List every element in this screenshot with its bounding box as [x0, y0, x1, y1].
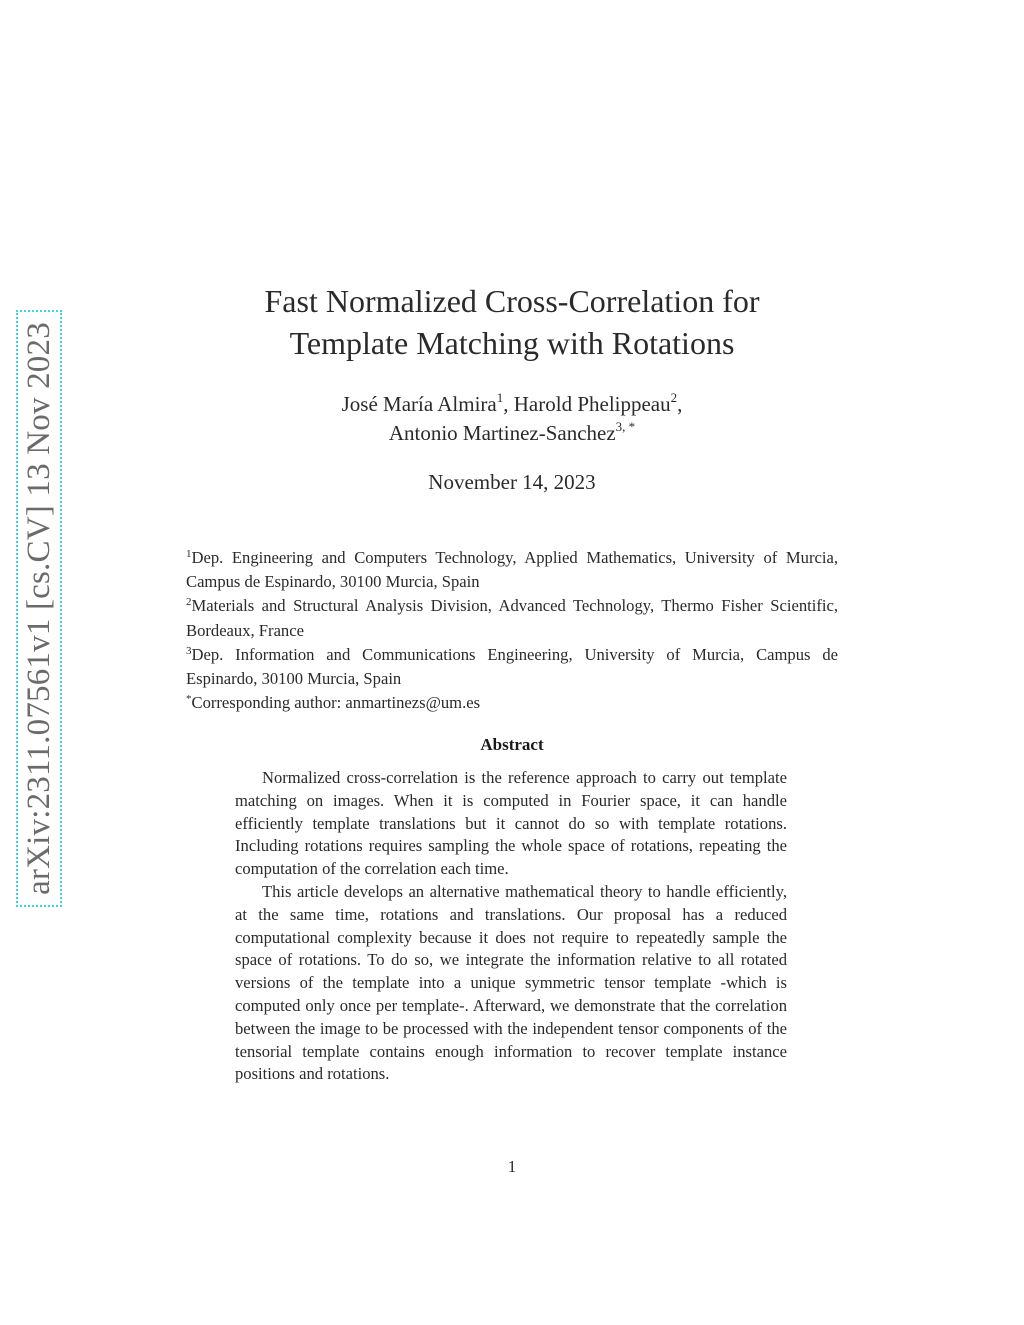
abstract-paragraph: Normalized cross-correlation is the reference approach to carry out template matching on images. When it is computed in Fourier space, it can handle efficiently template translations but it cannot do so with template rotations. Including rotations requires sampling the whole space of rotations, repeating the computation of the correlation each time.: [235, 768, 787, 879]
title-line-2: Template Matching with Rotations: [289, 325, 735, 361]
author-list: [160, 390, 864, 448]
affiliation-text: Dep. Information and Communications Engineering, University of Murcia, Campus de Espinardo, 30100 Murcia, Spain: [186, 644, 838, 689]
affiliations: [186, 546, 838, 715]
author-name: Harold Phelippeau: [513, 392, 671, 416]
affiliation-mark: 1: [496, 390, 504, 405]
affiliation-mark: 2: [670, 390, 678, 405]
arxiv-identifier: arXiv:2311.07561v1 [cs.CV] 13 Nov 2023: [20, 322, 57, 895]
affiliation-mark: 2: [186, 596, 192, 609]
abstract-body: [235, 767, 787, 1086]
abstract-paragraph: This article develops an alternative mathematical theory to handle efficiently, at the same time, rotations and translations. Our proposal has a reduced computational complexity because it does not require to repeatedly sample the space of rotations. To do so, we integrate the information relative to all rotated versions of the template into a unique symmetric tensor template -which is computed only once per template-. Afterward, we demonstrate that the correlation between the image to be processed with the independent tensor components of the tensorial template contains enough information to recover template instance positions and rotations.: [235, 881, 787, 1084]
author-line-1: José María Almira$^1$, Harold Phelippeau$^2$,: [341, 390, 683, 416]
affiliation-item: [186, 691, 838, 715]
affiliation-mark: 1: [186, 548, 192, 560]
affiliation-item: [186, 594, 838, 642]
author-line-2: [160, 419, 864, 448]
corresponding-author: Corresponding author: anmartinezs@um.es: [191, 693, 481, 713]
author-name: José María Almira: [341, 392, 497, 416]
arxiv-stamp: [16, 310, 62, 907]
abstract-heading: Abstract: [480, 735, 544, 754]
affiliation-item: [186, 643, 838, 691]
affiliation-item: [186, 546, 838, 594]
affiliation-text: Dep. Engineering and Computers Technology, Applied Mathematics, University of Murcia, Campus de Espinardo, 30100 Murcia, Spain: [186, 548, 838, 592]
affiliation-mark: 3: [186, 644, 192, 657]
affiliation-mark: 3, *: [615, 419, 636, 434]
affiliation-text: Materials and Structural Analysis Division, Advanced Technology, Thermo Fisher Scientific, Bordeaux, France: [186, 596, 838, 640]
affiliation-mark: *: [186, 693, 192, 706]
title-line-1: Fast Normalized Cross-Correlation for: [264, 283, 760, 319]
publication-date: November 14, 2023: [428, 470, 596, 494]
author-name: Antonio Martinez-Sanchez: [388, 421, 616, 445]
page-number: 1: [507, 1157, 517, 1176]
paper-title: [160, 280, 864, 364]
